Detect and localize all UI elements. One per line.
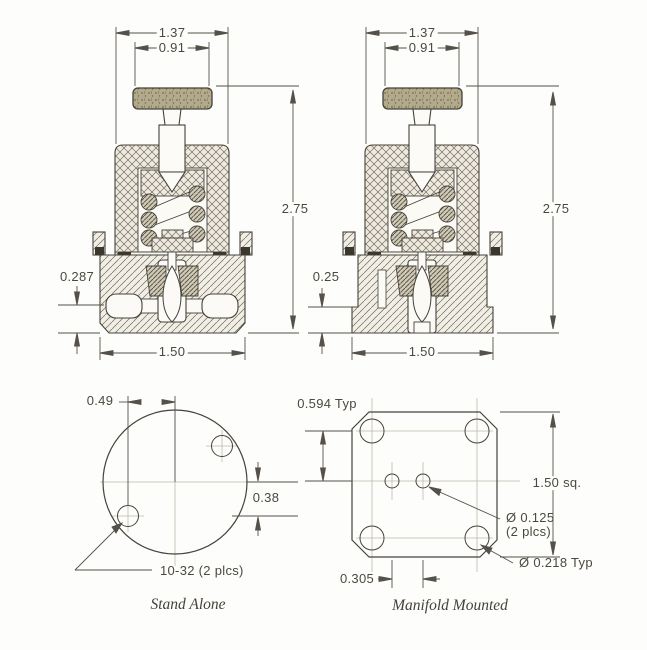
dim-right-knob-width: 0.91: [408, 40, 436, 56]
dim-right-base-width: 1.50: [408, 344, 436, 360]
dim-standalone-hole-offset-y: 0.38: [252, 490, 280, 506]
lower-body-standalone: [100, 252, 245, 333]
seal-right: [241, 247, 250, 255]
dim-manifold-corner-pitch: 0.594 Typ: [297, 396, 357, 412]
dim-right-outer-width: 1.37: [408, 25, 436, 41]
dim-standalone-hole-offset-x: 0.49: [86, 393, 114, 409]
manifold-plate: [352, 412, 497, 557]
port-left: [106, 294, 142, 318]
caption-stand-alone: Stand Alone: [150, 596, 226, 613]
dim-left-port-offset: 0.287: [59, 269, 95, 285]
adjust-stem: [159, 125, 185, 172]
dim-right-step-offset: 0.25: [312, 269, 340, 285]
dim-manifold-plate-size: 1.50 sq.: [532, 475, 582, 491]
dim-right-height: 2.75: [542, 201, 570, 217]
dims: [75, 393, 298, 570]
pilot-passage: [378, 270, 386, 308]
bottom-outlet: [414, 322, 430, 333]
bottom-view-standalone: [75, 393, 298, 570]
lower-body-manifold: [352, 252, 493, 333]
dim-left-outer-width: 1.37: [158, 25, 186, 41]
spring-seat-boss: [162, 230, 183, 238]
dim-left-height: 2.75: [281, 201, 309, 217]
dim-left-knob-width: 0.91: [158, 40, 186, 56]
callout-thread: 10-32 (2 plcs): [160, 563, 244, 579]
port-right: [202, 294, 238, 318]
outline: [352, 412, 497, 557]
spring-seat: [152, 238, 193, 252]
knurled-knob: [133, 88, 212, 109]
dim-left-base-width: 1.50: [158, 344, 186, 360]
caption-manifold-mounted: Manifold Mounted: [392, 597, 508, 614]
callout-small-hole-dia: Ø 0.125: [506, 510, 555, 526]
dim-manifold-small-hole-pitch: 0.305: [339, 571, 375, 587]
stem-neck: [163, 109, 181, 125]
callout-corner-hole-dia: Ø 0.218 Typ: [519, 555, 593, 571]
callout-small-hole-qty: (2 plcs): [506, 524, 552, 540]
seal-left: [95, 247, 104, 255]
